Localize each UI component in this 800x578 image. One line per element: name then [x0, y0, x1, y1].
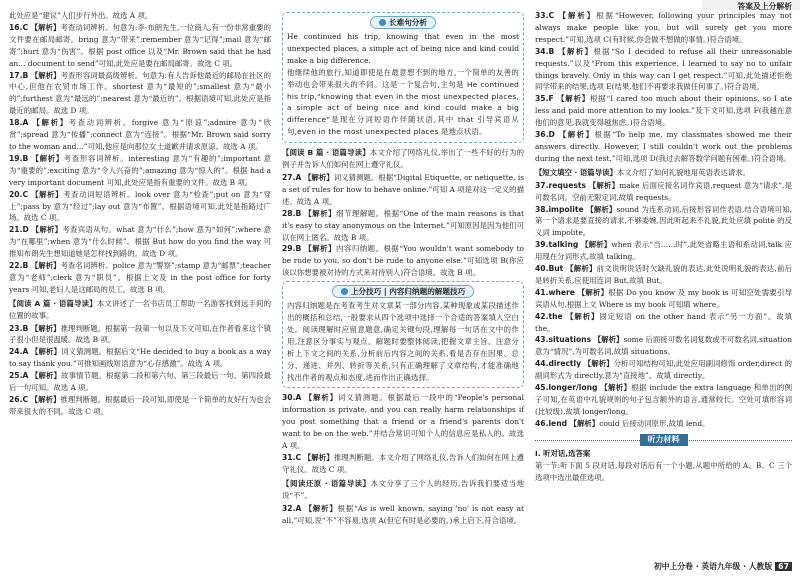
answer-item	[535, 358, 792, 382]
passage-guide	[535, 167, 792, 179]
analysis-tag: 【解析】	[301, 244, 336, 254]
answer-key: 23.B	[9, 323, 29, 333]
long-sentence-analysis-box	[282, 12, 524, 143]
answer-item	[535, 10, 792, 46]
passage-guide-text: 本文介绍了网络礼仪,举出了一些不好的行为的例子并告诉人们如何在网上遵守礼仪。	[282, 148, 524, 170]
answer-explanation: 前文说明说话时欠缺礼貌的表达,此处说明礼貌的表达,前后是转折关系,应使用连词 But,故填 But。	[535, 264, 793, 285]
passage-guide	[9, 298, 271, 322]
answer-key: 16.C	[9, 22, 29, 32]
answer-item	[9, 117, 271, 153]
answer-key: 26.C	[9, 395, 29, 404]
answer-key: 40.But	[535, 264, 564, 274]
analysis-tag: 【解析】	[597, 383, 632, 393]
analysis-tag: 【解析】	[574, 287, 609, 297]
listening-banner	[535, 434, 792, 446]
answer-item	[535, 239, 792, 263]
answer-explanation: 考查动词短语辨析。look over 意为“检查”;put on 意为“穿上”;pass by 意为“经过”;lay out 意为“布置”。根据语境可知,此处是指路过广场。故选 C 项。	[9, 189, 272, 223]
analysis-tag: 【解析】	[578, 240, 612, 250]
answer-key: 39.talking	[535, 240, 579, 250]
answer-item	[535, 287, 792, 311]
answer-item	[282, 452, 524, 476]
analysis-tag: 【解析】	[301, 208, 337, 218]
bulb-icon	[379, 19, 386, 26]
analysis-chinese: 他继续他的旅行,知道即使是在最意想不到的地方,一个简单的友善的举动也会带来很大的不同。这是一个复合句,主句是 He continued his trip,“knowing that even in the most unexpected places, a simple act of being nice and kind could make a big difference”是现在分词短语作伴随状语,其中 that 引导宾语从句,even in the most unexpected places 是地点状语。	[287, 67, 519, 137]
answer-item	[9, 189, 271, 225]
answer-key: 42.the	[535, 311, 563, 321]
analysis-tag: 【解析】	[301, 172, 334, 182]
answer-explanation: could 后接动词原形,故填 lend。	[599, 418, 710, 428]
column-left	[9, 10, 271, 418]
passage-guide	[282, 478, 524, 502]
answer-explanation: 根据“However, following your principles may not always make people like you, but will surely get you more respect.”可知,选项 C(有时候,你会做不想做的事情。)符合语境。	[535, 11, 792, 44]
listening-instructions: 第一节:听下面 5 段对话,每段对话后有一个小题,从题中所给的 A、B、C 三个选项中选出最佳选项。	[535, 460, 792, 482]
answer-item	[282, 172, 524, 208]
answer-key: 43.situations	[535, 335, 592, 345]
answer-item	[535, 180, 792, 204]
passage-guide-label: 【阅读 A 篇 · 语篇导读】	[9, 298, 97, 308]
passage-guide-text: 本文讲述了一名书店员工帮助一名游客找到远手间的位置的故事。	[9, 298, 271, 320]
passage-guide-text: 本文分享了三个人的经历,告诉我们要适当地说“不”。	[282, 478, 524, 500]
answer-key: 21.D	[9, 225, 29, 235]
answer-key: 33.C	[535, 11, 555, 20]
analysis-tag: 【解析】	[28, 371, 62, 381]
middle-items-a	[282, 147, 524, 279]
analysis-tag: 【解析】	[28, 189, 64, 199]
star-icon	[341, 288, 348, 295]
analysis-tag: 【解析】	[553, 94, 591, 104]
tip-box	[282, 281, 524, 388]
answer-item	[535, 263, 792, 287]
answer-explanation: 故事情节题。根据第二段和第六句、第三段最后一句、第四段最后一句可知。故选 A 项。	[9, 371, 271, 393]
answer-key: 44.directly	[535, 359, 582, 369]
analysis-tag: 【解析】	[28, 70, 61, 80]
analysis-tag: 【解析】	[301, 503, 338, 513]
answer-explanation: 考查动词辨析。forgive 意为“原谅”;admire 意为“欣赏”;spread 意为“传播”;connect 意为“连接”。根据“Mr. Brown said sorry to the woman and…”可知,他应是向那位女士道歉并请求原谅。故选 A 项。	[9, 118, 271, 151]
answer-item	[9, 153, 271, 189]
analysis-tag: 【解析】	[301, 393, 338, 403]
answer-explanation: 根据 include the extra language 和单出的例子可知,在英语中礼貌规则的句子包含额外的语言,通常较长。空处可填形容词(比较级),故填 longer/long。	[535, 383, 792, 416]
answer-item	[535, 46, 792, 94]
answer-explanation: 考查形容词辨析。interesting 意为“有趣的”;important 意为“重要的”;exciting 意为“令人兴奋的”;amazing 意为“惊人的”。根据 had a very important document 可知,此处应是指有重要的文件。故选 B 项。	[9, 153, 272, 187]
passage-guide-label: 【阅读 B 篇 · 语篇导读】	[282, 148, 370, 158]
answer-item	[535, 334, 792, 358]
answer-key: 19.B	[9, 153, 29, 163]
analysis-tag: 【解析】	[591, 335, 624, 345]
answer-explanation: some 后面接可数名词复数或不可数名词,situation 意为“情况”,为可数名词,故填 situations。	[535, 335, 792, 357]
answer-key: 27.A	[282, 172, 302, 182]
answer-explanation: 细节理解题。根据“One of the main reasons is that it's easy to stay anonymous on the Internet.”可知原因是因为他们可以在网上匿名。故选 B 项。	[282, 208, 524, 242]
answer-explanation: 词义猜测题。根据后文“He decided to buy a book as a way to say thank you.”可推知画线短语意为“心存感激”。故选 A 项。	[9, 347, 271, 369]
analysis-tag: 【解析】	[28, 153, 64, 163]
page-header-title: 答案及上分解析	[737, 2, 792, 11]
long-sentence-pill: 长难句分析	[370, 16, 436, 29]
answer-item	[535, 382, 792, 418]
page-footer	[654, 561, 792, 572]
answer-item	[535, 93, 792, 129]
answer-explanation: 词义猜测题。根据“Digital Etiquette, or netiquette, is a set of rules for how to behave online.”可知 A 项是对这一定义的描述。故选 A 项。	[282, 172, 524, 206]
middle-items-b	[282, 392, 524, 526]
answer-item	[535, 311, 792, 335]
analysis-tag: 【解析】	[28, 22, 61, 32]
answer-explanation: 根据“As is well known, saying 'no' is not easy at all.”可知,说“不”不容易,选项 A(但它有时是必要的。)承上启下,符合语境。	[282, 503, 524, 525]
answer-key: 17.B	[9, 70, 29, 80]
answer-item	[9, 260, 271, 296]
answer-explanation: 考查宾语从句。what 意为“什么”;how 意为“如何”;where 意为“在哪里”;when 意为“什么时候”。根据 But how do you find the way 可推知布朗先生想知道她是怎样找到路的。故选 D 项。	[9, 225, 271, 259]
analysis-tag: 【解析】	[28, 118, 69, 128]
answer-item	[282, 208, 524, 244]
answer-item	[9, 70, 271, 118]
answer-explanation: 推理判断题。根据第一段第一句以及下文可知,在作者看来这个镇子很小但是很温暖。故选 B 项。	[9, 323, 271, 345]
answer-explanation: 内容归纳题。根据“You wouldn't want somebody to be rude to you, so don't be rude to anyone else.”可知选项 B(你应该以你想要被对待的方式来对待别人)符合语境。故选 B 项。	[282, 244, 524, 278]
answer-item	[9, 346, 271, 370]
answer-explanation: 根据“I cared too much about their opinions, so I ate less and paid more attention to my looks.”及下文可知,选项 F(我越在意他们的意见,我就变得越焦虑。)符合语境。	[535, 94, 793, 128]
answer-item	[535, 129, 792, 165]
analysis-tag: 【解析】	[28, 261, 61, 271]
answer-explanation: 考查名词辨析。police 意为“警察”;stamp 意为“邮票”;teacher 意为“老师”;clerk 意为“职员”。根据上文及 in the post office for forty years 可知,老妇人是这邮局的员工。故选 B 项。	[9, 261, 271, 294]
right-items	[535, 10, 792, 430]
answer-key: 24.A	[9, 347, 29, 357]
answer-key: 45.longer/long	[535, 383, 598, 393]
analysis-tag: 【解析】	[581, 359, 614, 369]
analysis-tag: 【解析】	[28, 225, 63, 235]
paragraph: 此处应是“建议”人们步行外出。故选 A 项。	[9, 11, 153, 20]
analysis-tag: 【解析】	[28, 323, 61, 333]
answer-key: 22.B	[9, 261, 29, 271]
analysis-tag: 【解析】	[562, 311, 600, 321]
analysis-tag: 【解析】	[301, 453, 334, 462]
analysis-english: He continued his trip, knowing that even in the most unexpected places, a simple act of being nice and kind could make a big difference.	[287, 32, 519, 65]
answer-item	[9, 323, 271, 347]
answer-key: 37.requests	[535, 180, 587, 190]
answer-explanation: when 表示“当……时”,此处省略主语和系动词,talk 应用现在分词形式,故填 talking。	[535, 240, 792, 262]
passage-guide-text: 本文介绍了如何礼貌地用英语表达请求。	[616, 167, 750, 177]
page-number: 67	[775, 562, 792, 571]
passage-guide	[282, 147, 524, 171]
answer-key: 31.C	[282, 453, 302, 462]
analysis-tag: 【解析】	[554, 11, 597, 20]
answer-key: 36.D	[535, 130, 555, 140]
answer-item	[535, 204, 792, 240]
answer-explanation: sound 为连系动词,后接形容词作表语,结合语境可知,第一个请求是要直接的请求,不够委婉,因此听起来不礼貌,此处应填 polite 的反义词 impolite。	[535, 204, 792, 238]
passage-guide-label: 【短文填空 · 语篇导读】	[535, 167, 617, 177]
answer-item	[535, 418, 792, 430]
analysis-tag: 【解析】	[554, 130, 595, 140]
analysis-tag: 【解析】	[28, 347, 62, 357]
answer-item	[282, 503, 524, 527]
analysis-tag: 【解析】	[586, 180, 620, 190]
passage-guide-label: 【阅读还原 · 语篇导读】	[282, 478, 371, 488]
answer-item	[282, 243, 524, 279]
answer-item	[9, 22, 271, 70]
answer-item	[9, 394, 271, 418]
answer-key: 30.A	[282, 393, 302, 403]
answer-key: 29.B	[282, 244, 302, 254]
answer-explanation: 推理判断题。本文介绍了网络礼仪,告诉人们如何在网上遵守礼仪。故选 C 项。	[282, 453, 525, 474]
answer-explanation: 考查动词辨析。句意为:李·布朗先生,一位商人,有一份非常重要的文件要在邮局邮寄。bring 意为“带来”;remember 意为“记得”;mail 意为“邮寄”;hurt 意为“伤害”。根据 post office 以及“Mr. Brown said that he had an… document to send”可知,此处应是要在邮局邮寄。故选 C 项。	[9, 22, 271, 68]
answer-key: 35.F	[535, 94, 554, 104]
answer-key: 32.A	[282, 503, 302, 513]
answer-key: 34.B	[535, 46, 555, 56]
answer-key: 46.lend	[535, 418, 568, 428]
answer-explanation: 词义猜测题。根据最后一段中的“People's personal information is private, and you can really harm relationships if you post something that a friend or a friend's parents don't want to be on the web.”并结合常识可知个人的信息应是私人的。故选 A 项。	[282, 393, 524, 451]
analysis-tag: 【解析】	[567, 418, 600, 428]
analysis-tag: 【解析】	[28, 395, 61, 404]
footer-book: 初中上分卷 · 英语九年级 · 人教版	[654, 562, 773, 571]
answer-key: 18.A	[9, 118, 29, 128]
answer-explanation: make 后面应接名词作宾语,request 意为“请求”,是可数名词。空前无限定词,故填 requests。	[535, 180, 792, 202]
answer-explanation: 根据 Do you know 及 my book is 可知空处需要引导宾语从句,根据上文 Where is my book 可知填 where。	[535, 287, 792, 309]
tip-pill: 上分技巧 | 内容归纳题的解题技巧	[332, 285, 474, 298]
answer-item	[9, 370, 271, 394]
answer-explanation: 固定短语 on the other hand 表示“另一方面”。故填 the。	[535, 311, 792, 333]
column-right	[535, 10, 792, 483]
answer-key: 20.C	[9, 189, 29, 199]
answer-key: 28.B	[282, 208, 302, 218]
answer-explanation: 根据“So I decided to refuse all their unreasonable requests.”以及“From this experience, I learned to say no to unfair things bravely. Only in this way can I get respect.”可知,此处描述拒绝同学带来的结果,选项 E(结果,他们不再要求我做任何事了。)符合语境。	[535, 46, 792, 92]
listening-section-title: Ⅰ. 听对话,选答案	[535, 448, 591, 458]
answer-explanation: 考查形容词最高级辨析。句意为:有人告诉他最近的邮局在社区的中心,但他在农贸市场工作。shortest 意为“最短的”;smallest 意为“最小的”;furthest 意为“最远的”;nearest 意为“最近的”。根据语境可知,此处应是指最近的邮局。故选 D 项。	[9, 70, 272, 116]
answer-key: 25.A	[9, 371, 29, 381]
answer-key: 41.where	[535, 287, 575, 297]
answer-explanation: 分析可知结构可知,此处应用副词修饰 order,direct 的副词形式为 directly,意为“直接地”。故填 directly。	[535, 359, 792, 381]
analysis-tag: 【解析】	[583, 204, 617, 214]
answer-item	[9, 224, 271, 260]
tip-text: 内容归纳题是在考查考生对文章某一部分内容,某种现象或某段描述作出的概括和总结,一般要求从四个选项中选择一个合适的答案填入空白处。阅读理解时应留意题意,确定关键句段,理解每一句话在文中的作用,注意区分事实与观点。解题时要整体阅读,把握文章主旨。注意分析上下文之间的关系,分析前后内容之间的关系,看是否存在因果、总分、递进、并列、转折等关系,只有正确理解了文章结构,才能准确地找出作者的观点和态度,进而作出正确选择。	[287, 301, 519, 382]
analysis-tag: 【解析】	[554, 46, 594, 56]
answer-explanation: 推理判断题。根据最后一段可知,即使是一个简单的友好行为也会带来很大的不同。故选 C 项。	[9, 395, 271, 416]
answer-key: 38.impolite	[535, 204, 584, 214]
answer-item	[282, 392, 524, 452]
answer-explanation: 根据“To help me, my classmates showed me their answers directly. However, I still couldn't work out the problems during the next test.”可知,选项 D(我过去解答数学问题有困难。)符合语境。	[535, 130, 792, 163]
column-middle	[282, 10, 524, 526]
analysis-tag: 【解析】	[563, 264, 597, 274]
listening-banner-label: 听力材料	[640, 434, 688, 446]
